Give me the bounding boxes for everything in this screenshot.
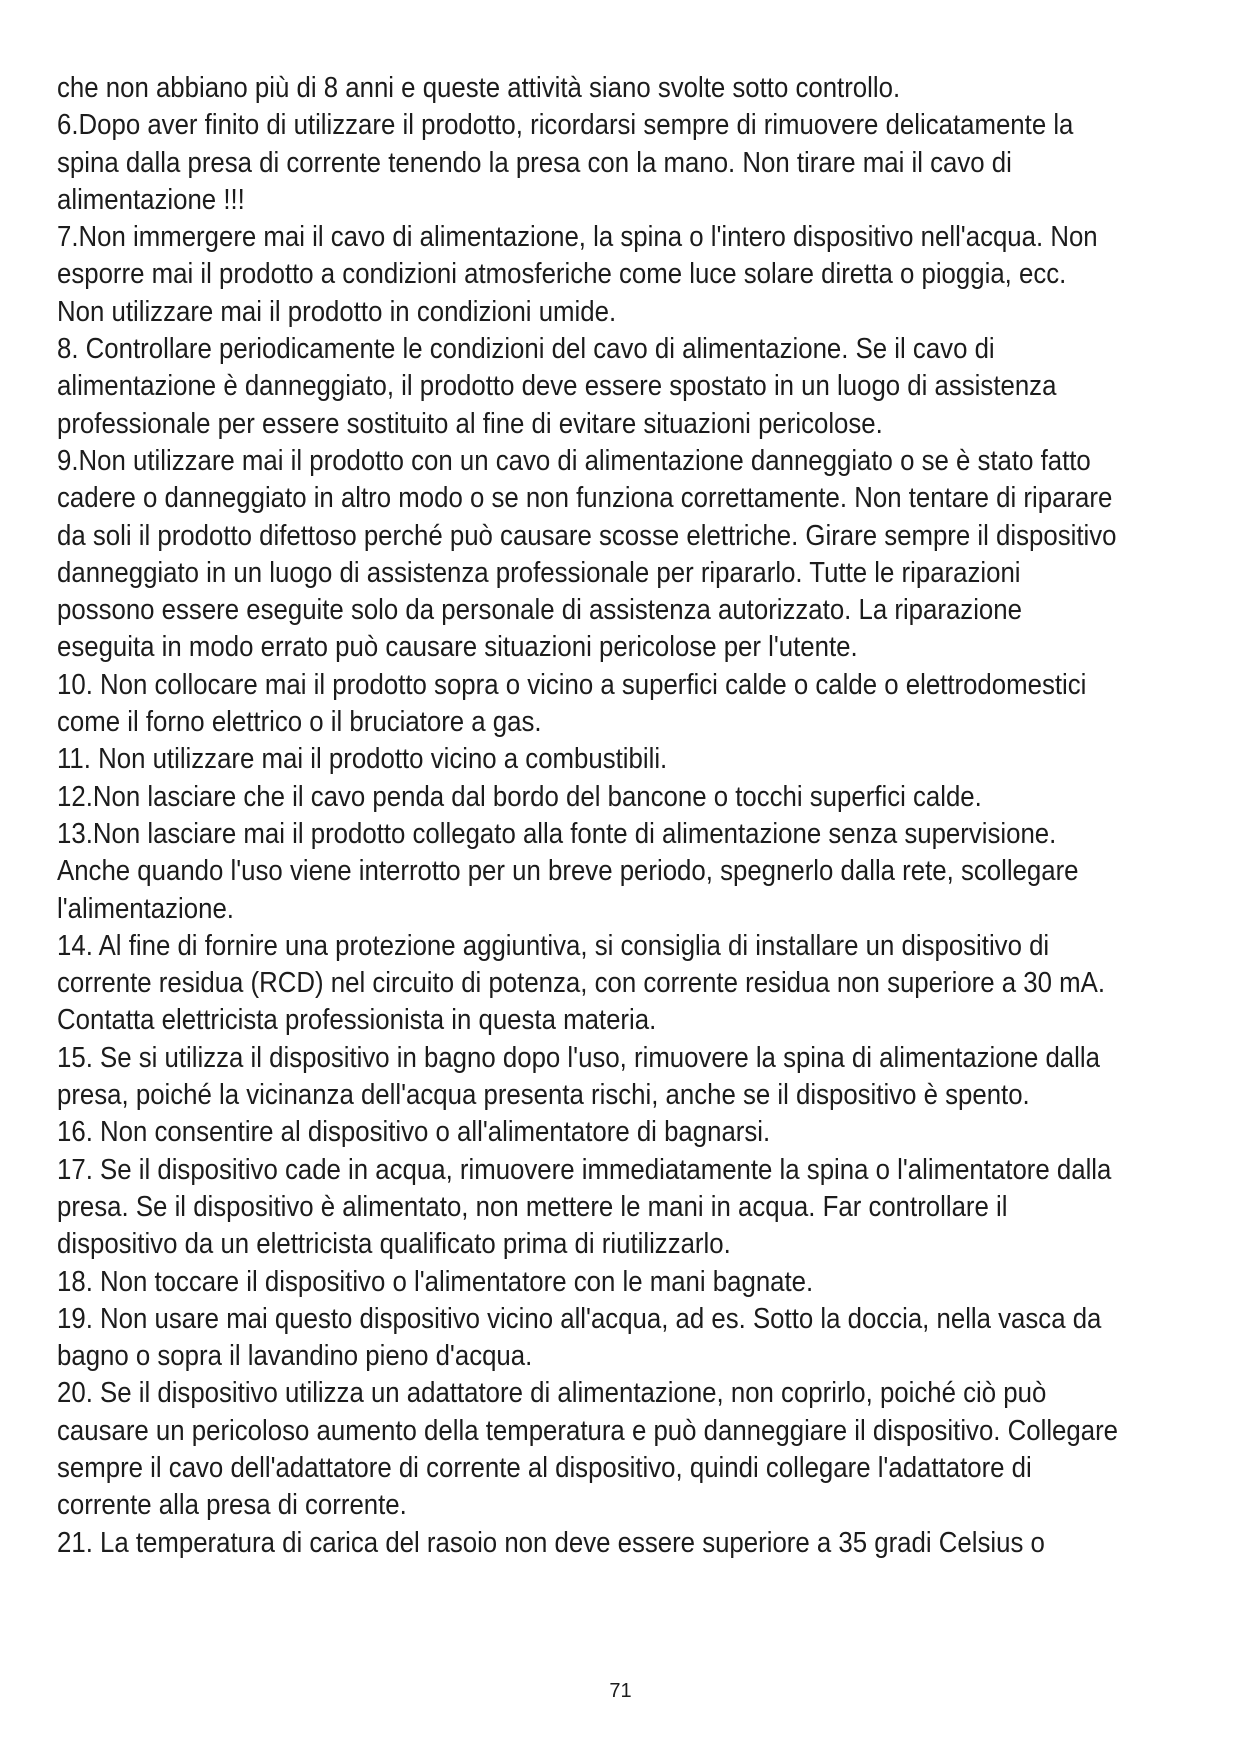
text-line: come il forno elettrico o il bruciatore a gas. xyxy=(57,706,542,739)
text-line: 19. Non usare mai questo dispositivo vicino all'acqua, ad es. Sotto la doccia, nella vasca da xyxy=(57,1302,1102,1335)
text-line: corrente alla presa di corrente. xyxy=(57,1489,407,1522)
text-line: l'alimentazione. xyxy=(57,892,234,925)
text-line: presa. Se il dispositivo è alimentato, non mettere le mani in acqua. Far controllare il xyxy=(57,1190,1008,1223)
text-line: causare un pericoloso aumento della temperatura e può danneggiare il dispositivo. Collegare xyxy=(57,1414,1119,1447)
text-line: da soli il prodotto difettoso perché può causare scosse elettriche. Girare sempre il dispositivo xyxy=(57,519,1117,552)
text-line: 9.Non utilizzare mai il prodotto con un cavo di alimentazione danneggiato o se è stato fatto xyxy=(57,444,1091,477)
text-line: possono essere eseguite solo da personale di assistenza autorizzato. La riparazione xyxy=(57,594,1022,627)
text-line: cadere o danneggiato in altro modo o se non funziona correttamente. Non tentare di riparare xyxy=(57,482,1113,515)
text-line: sempre il cavo dell'adattatore di corrente al dispositivo, quindi collegare l'adattatore di xyxy=(57,1451,1032,1484)
text-line: alimentazione !!! xyxy=(57,183,245,216)
text-line: 17. Se il dispositivo cade in acqua, rimuovere immediatamente la spina o l'alimentatore dalla xyxy=(57,1153,1112,1186)
text-line: alimentazione è danneggiato, il prodotto deve essere spostato in un luogo di assistenza xyxy=(57,370,1057,403)
text-line: eseguita in modo errato può causare situazioni pericolose per l'utente. xyxy=(57,631,858,664)
page-number: 71 xyxy=(609,1680,632,1702)
text-line: professionale per essere sostituito al fine di evitare situazioni pericolose. xyxy=(57,407,883,440)
text-line: 14. Al fine di fornire una protezione aggiuntiva, si consiglia di installare un dispositivo di xyxy=(57,929,1050,962)
text-line: Contatta elettricista professionista in questa materia. xyxy=(57,1004,657,1037)
text-line: presa, poiché la vicinanza dell'acqua presenta rischi, anche se il dispositivo è spento. xyxy=(57,1079,1030,1112)
text-line: 15. Se si utilizza il dispositivo in bagno dopo l'uso, rimuovere la spina di alimentazione dalla xyxy=(57,1041,1100,1074)
text-line: danneggiato in un luogo di assistenza professionale per ripararlo. Tutte le riparazioni xyxy=(57,556,1021,589)
text-line: che non abbiano più di 8 anni e queste attività siano svolte sotto controllo. xyxy=(57,72,901,104)
text-line: 21. La temperatura di carica del rasoio non deve essere superiore a 35 gradi Celsius o xyxy=(57,1526,1045,1559)
text-line: 10. Non collocare mai il prodotto sopra o vicino a superfici calde o calde o elettrodomestici xyxy=(57,668,1087,701)
text-line: 16. Non consentire al dispositivo o all'alimentatore di bagnarsi. xyxy=(57,1116,771,1149)
text-line: Anche quando l'uso viene interrotto per un breve periodo, spegnerlo dalla rete, scollegare xyxy=(57,855,1079,888)
text-line: spina dalla presa di corrente tenendo la presa con la mano. Non tirare mai il cavo di xyxy=(57,146,1012,179)
text-line: 13.Non lasciare mai il prodotto collegato alla fonte di alimentazione senza supervisione. xyxy=(57,817,1057,850)
text-line: 11. Non utilizzare mai il prodotto vicino a combustibili. xyxy=(57,743,668,776)
text-line: 20. Se il dispositivo utilizza un adattatore di alimentazione, non coprirlo, poiché ciò può xyxy=(57,1377,1047,1410)
text-line: 6.Dopo aver finito di utilizzare il prodotto, ricordarsi sempre di rimuovere delicatamente la xyxy=(57,109,1074,142)
text-line: esporre mai il prodotto a condizioni atmosferiche come luce solare diretta o pioggia, ecc. xyxy=(57,258,1067,291)
body-text xyxy=(57,70,1119,1562)
text-line: dispositivo da un elettricista qualificato prima di riutilizzarlo. xyxy=(57,1228,731,1261)
text-line: bagno o sopra il lavandino pieno d'acqua. xyxy=(57,1340,533,1373)
text-line: 8. Controllare periodicamente le condizioni del cavo di alimentazione. Se il cavo di xyxy=(57,333,995,366)
text-line: 18. Non toccare il dispositivo o l'alimentatore con le mani bagnate. xyxy=(57,1265,814,1298)
text-line: Non utilizzare mai il prodotto in condizioni umide. xyxy=(57,295,617,328)
text-line: corrente residua (RCD) nel circuito di potenza, con corrente residua non superiore a 30 mA. xyxy=(57,967,1105,1000)
text-line: 12.Non lasciare che il cavo penda dal bordo del bancone o tocchi superfici calde. xyxy=(57,780,982,813)
text-line: 7.Non immergere mai il cavo di alimentazione, la spina o l'intero dispositivo nell'acqua. Non xyxy=(57,221,1098,254)
